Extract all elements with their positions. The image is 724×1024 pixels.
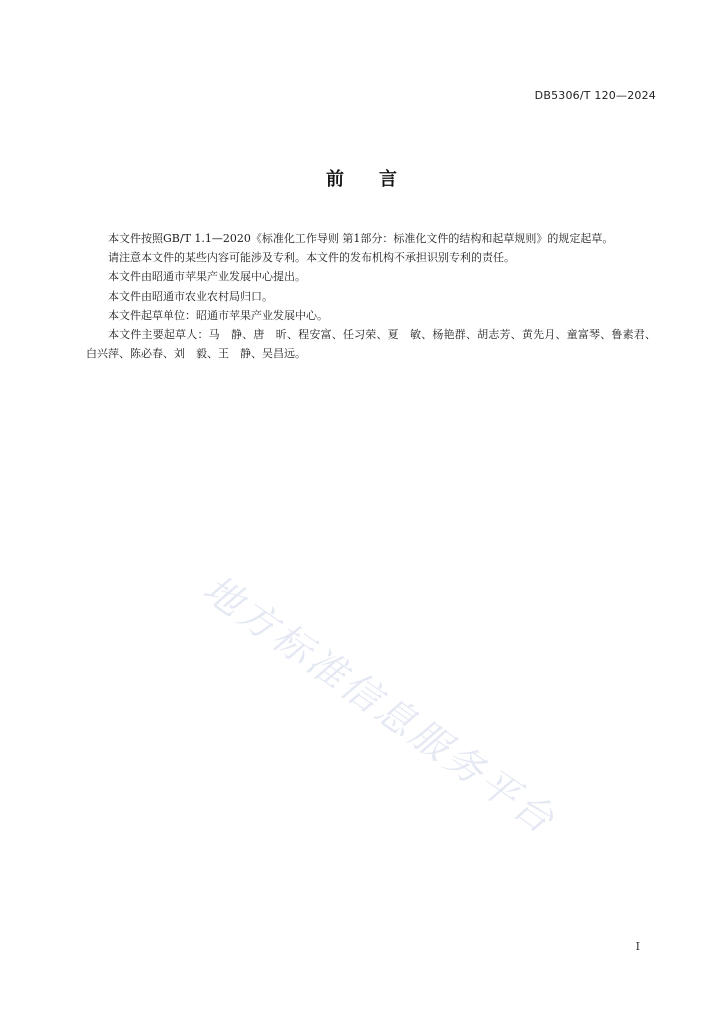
section-title <box>0 165 724 191</box>
section-title-char-1: 前 <box>326 169 345 190</box>
page-number: I <box>635 940 640 953</box>
watermark: 地方标准信息服务平台 <box>195 566 565 844</box>
paragraph-administrator: 本文件由昭通市农业农村局归口。 <box>108 289 273 303</box>
document-code: DB5306/T 120—2024 <box>534 89 656 102</box>
section-title-char-2: 言 <box>379 169 398 190</box>
paragraph-drafters: 本文件主要起草人：马 静、唐 昕、程安富、任习荣、夏 敏、杨艳群、胡志芳、黄先月、童富琴、鲁素君、白兴萍、陈必春、刘 毅、王 静、吴昌远。 <box>86 328 656 361</box>
foreword-body <box>86 229 656 363</box>
paragraph-patent-notice: 请注意本文件的某些内容可能涉及专利。本文件的发布机构不承担识别专利的责任。 <box>108 251 515 265</box>
paragraph-proposer: 本文件由昭通市苹果产业发展中心提出。 <box>108 270 306 284</box>
paragraph-drafting-unit: 本文件起草单位：昭通市苹果产业发展中心。 <box>108 308 328 322</box>
paragraph-drafting-rules: 本文件按照GB/T 1.1—2020《标准化工作导则 第1部分：标准化文件的结构和起草规则》的规定起草。 <box>108 232 614 245</box>
